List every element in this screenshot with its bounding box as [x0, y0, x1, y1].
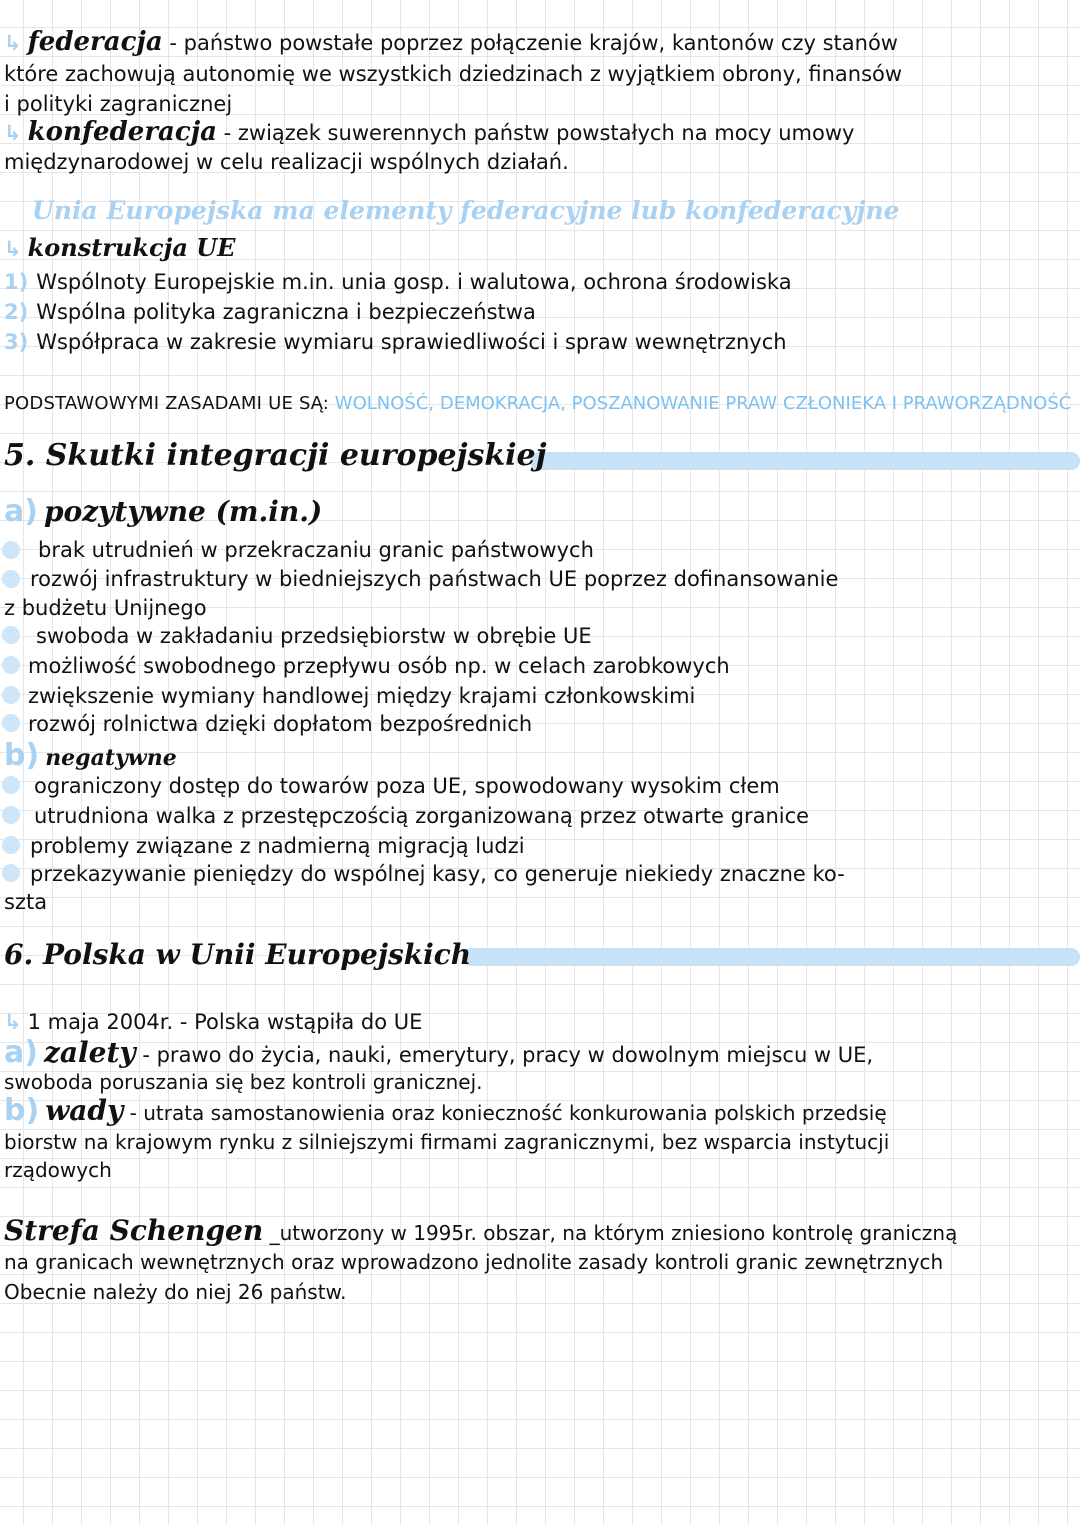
bullet-icon [2, 836, 20, 854]
positive-item: rozwój rolnictwa dzięki dopłatom bezpośrednich [28, 712, 533, 736]
negative-item: ograniczony dostęp do towarów poza UE, spowodowany wysokim cłem [34, 774, 780, 798]
positive-item: możliwość swobodnego przepływu osób np. w celach zarobkowych [28, 654, 730, 678]
konfederacja-term: konfederacja [27, 117, 217, 147]
bullet-icon [2, 686, 20, 704]
arrow-icon: ↳ [4, 237, 22, 261]
section-5-heading: 5. Skutki integracji europejskiej [4, 438, 547, 473]
positive-label: pozytywne (m.in.) [43, 495, 323, 528]
schengen-line-3: Obecnie należy do niej 26 państw. [4, 1280, 347, 1304]
accession-date-text: 1 maja 2004r. - Polska wstąpiła do UE [27, 1010, 423, 1034]
konfederacja-text: - związek suwerennych państw powstałych na mocy umowy [216, 121, 855, 145]
negative-item-continuation: szta [4, 890, 48, 914]
federacja-term: federacja [27, 27, 163, 57]
bullet-icon [2, 806, 20, 824]
section-6-highlight [462, 948, 1080, 966]
federacja-line-2: które zachowują autonomię we wszystkich dziedzinach z wyjątkiem obrony, finansów [4, 62, 903, 86]
pillar-2 [4, 298, 536, 326]
pros-line [4, 1036, 873, 1072]
negative-item: utrudniona walka z przestępczością zorganizowaną przez otwarte granice [34, 804, 810, 828]
pillar-text: Wspólnoty Europejskie m.in. unia gosp. i walutowa, ochrona środowiska [36, 270, 792, 294]
cons-letter: b) [4, 1093, 40, 1128]
pros-line-2: swoboda poruszania się bez kontroli granicznej. [4, 1070, 483, 1094]
schengen-line [4, 1214, 957, 1250]
eu-principles [4, 388, 1071, 418]
pillar-text: Wspólna polityka zagraniczna i bezpieczeństwa [36, 300, 536, 324]
federacja-line-3: i polityki zagranicznej [4, 92, 233, 116]
cons-line-2: biorstw na krajowym rynku z silniejszymi firmami zagranicznymi, bez wsparcia instytucji [4, 1130, 890, 1154]
accession-date-line [4, 1008, 422, 1036]
positive-item: zwiększenie wymiany handlowej między krajami członkowskimi [28, 684, 696, 708]
negative-item: przekazywanie pieniędzy do wspólnej kasy, co generuje niekiedy znaczne ko- [30, 862, 845, 886]
bullet-icon [2, 864, 20, 882]
bullet-icon [2, 656, 20, 674]
positive-subheading [4, 494, 322, 532]
cons-line [4, 1094, 887, 1130]
pillar-number: 2) [4, 300, 29, 324]
eu-construction-label [4, 234, 235, 263]
cons-line-3: rządowych [4, 1158, 112, 1182]
federacja-definition [4, 28, 898, 57]
pillar-1 [4, 268, 792, 296]
cons-text: - utrata samostanowienia oraz konieczność konkurowania polskich przedsię [123, 1101, 887, 1125]
pros-letter: a) [4, 1035, 38, 1070]
bullet-icon [2, 714, 20, 732]
principles-value: WOLNOŚĆ, DEMOKRACJA, POSZANOWANIE PRAW CZŁONIEKA I PRAWORZĄDNOŚĆ [329, 393, 1072, 414]
positive-letter: a) [4, 494, 38, 529]
eu-section-title: Unia Europejska ma elementy federacyjne lub konfederacyjne [32, 196, 900, 225]
section-6-heading: 6. Polska w Unii Europejskich [4, 938, 472, 971]
negative-subheading [4, 740, 177, 774]
pillar-text: Współpraca w zakresie wymiaru sprawiedliwości i spraw wewnętrznych [36, 330, 787, 354]
bullet-icon [2, 626, 20, 644]
schengen-term: Strefa Schengen [4, 1214, 264, 1247]
konfederacja-definition [4, 118, 854, 147]
pillar-number: 1) [4, 270, 29, 294]
positive-item-continuation: z budżetu Unijnego [4, 596, 207, 620]
pros-text: - prawo do życia, nauki, emerytury, pracy w dowolnym miejscu w UE, [135, 1043, 874, 1067]
schengen-line-2: na granicach wewnętrznych oraz wprowadzono jednolite zasady kontroli granic zewnętrznych [4, 1250, 944, 1274]
bullet-icon [2, 776, 20, 794]
konfederacja-line-2: międzynarodowej w celu realizacji wspólnych działań. [4, 150, 569, 174]
cons-label: wady [45, 1094, 124, 1127]
bullet-icon [2, 541, 20, 559]
arrow-icon: ↳ [4, 121, 22, 145]
arrow-icon: ↳ [4, 1010, 22, 1034]
pillar-number: 3) [4, 330, 29, 354]
negative-letter: b) [4, 738, 40, 773]
positive-item: brak utrudnień w przekraczaniu granic państwowych [38, 538, 594, 562]
schengen-text: _utworzony w 1995r. obszar, na którym zniesiono kontrolę graniczną [263, 1221, 958, 1245]
pros-label: zalety [43, 1036, 136, 1069]
pillar-3 [4, 328, 787, 356]
section-5-highlight [530, 452, 1080, 470]
negative-label: negatywne [45, 745, 177, 771]
positive-item: rozwój infrastruktury w biedniejszych państwach UE poprzez dofinansowanie [30, 567, 839, 591]
negative-item: problemy związane z nadmierną migracją ludzi [30, 834, 525, 858]
arrow-icon: ↳ [4, 31, 22, 55]
construction-label-text: konstrukcja UE [27, 233, 236, 262]
principles-label: PODSTAWOWYMI ZASADAMI UE SĄ: [4, 393, 330, 414]
bullet-icon [2, 570, 20, 588]
positive-item: swoboda w zakładaniu przedsiębiorstw w obrębie UE [36, 624, 592, 648]
federacja-text: - państwo powstałe poprzez połączenie krajów, kantonów czy stanów [162, 31, 898, 55]
